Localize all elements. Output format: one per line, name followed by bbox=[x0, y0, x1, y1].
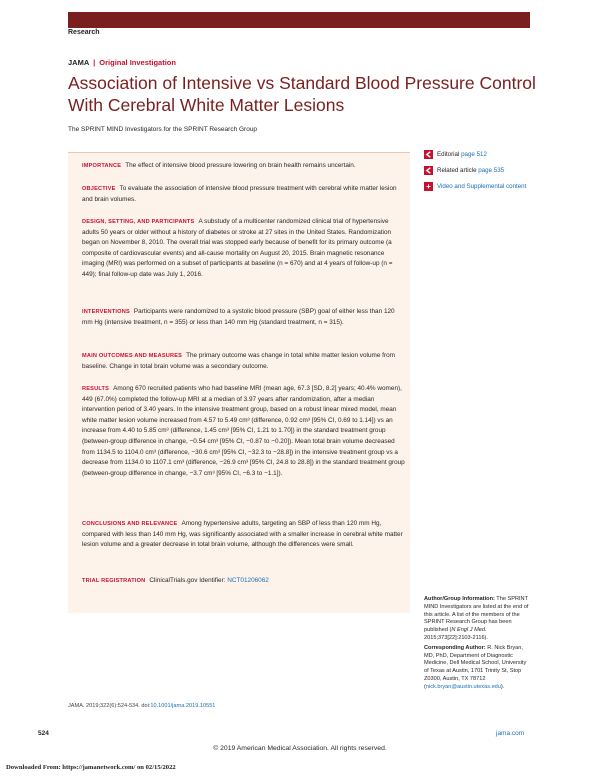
download-notice: Downloaded From: https://jamanetwork.com/ on 02/15/2022 bbox=[6, 764, 176, 771]
group-info-heading: Author/Group Information: bbox=[424, 596, 495, 602]
group-info-ref: . 2015;373[22]:2103-2116). bbox=[424, 627, 488, 641]
editorial-page-link[interactable]: page 512 bbox=[461, 151, 487, 158]
journal-name: JAMA bbox=[68, 58, 89, 67]
video-link-row bbox=[424, 182, 544, 191]
conclusions-heading: CONCLUSIONS AND RELEVANCE bbox=[82, 521, 178, 527]
group-info-text: The SPRINT MIND Investigators are listed at the end of this article. A list of the members of the SPRINT Research Group has been published ( bbox=[424, 596, 529, 634]
citation bbox=[68, 703, 215, 709]
corresponding-heading: Corresponding Author: bbox=[424, 644, 486, 651]
video-supplement-link[interactable]: Video and Supplemental content bbox=[437, 183, 527, 190]
editorial-label: Editorial bbox=[437, 151, 460, 158]
outcomes-heading: MAIN OUTCOMES AND MEASURES bbox=[82, 353, 183, 359]
related-label: Related article bbox=[437, 167, 477, 174]
article-title: Association of Intensive vs Standard Blood Pressure Control With Cerebral White Matter Lesions bbox=[68, 73, 536, 115]
doi-link[interactable]: 10.1001/jama.2019.10551 bbox=[150, 703, 216, 709]
header-bar bbox=[68, 12, 530, 28]
abstract-outcomes bbox=[82, 351, 406, 372]
abstract-trial-registration bbox=[82, 577, 269, 584]
section-label: Research bbox=[68, 29, 100, 36]
corresponding-end: ). bbox=[500, 683, 505, 690]
objective-text: To evaluate the association of intensive blood pressure treatment with cerebral white matter lesion and brain volumes. bbox=[82, 185, 397, 203]
trial-registration-text: ClinicalTrials.gov Identifier: bbox=[149, 577, 226, 584]
journal-separator: | bbox=[93, 58, 96, 67]
arrow-left-icon bbox=[424, 150, 433, 159]
corresponding-author bbox=[424, 645, 532, 692]
plus-icon: + bbox=[424, 182, 433, 191]
abstract-importance bbox=[82, 161, 406, 172]
corresponding-text: R. Nick Bryan, MD, PhD, Department of Diagnostic Medicine, Dell Medical School, University of Texas at Austin, 1701 Trinity St, Stop Z0300, Austin, TX 78712 ( bbox=[424, 644, 527, 690]
corresponding-email[interactable]: nick.bryan@austin.utexas.edu bbox=[425, 683, 501, 690]
editorial-link-row bbox=[424, 150, 544, 159]
interventions-heading: INTERVENTIONS bbox=[82, 309, 130, 315]
results-text: Among 670 recruited patients who had baseline MRI (mean age, 67.3 [SD, 8.2] years; 40.4% women), 449 (67.0%) completed the follow-up MRI at a median of 3.97 years after randomization, after a median intervention period of 3.40 years. In the intensive treatment group, based on a robust linear mixed model, mean white matter lesion volume increased from 4.57 to 5.49 cm³ (difference, 0.92 cm³ [95% CI, 0.69 to 1.14]) vs an increase from 4.40 to 5.85 cm³ (difference, 1.45 cm³ [95% CI, 1.21 to 1.70]) in the standard treatment group (between-group difference in change, −0.54 cm³ [95% CI, −0.87 to −0.20]). Mean total brain volume decreased from 1134.5 to 1104.0 cm³ (difference, −30.6 cm³ [95% CI, −32.3 to −28.8]) in the intensive treatment group vs a decrease from 1134.0 to 1107.1 cm³ (difference, −26.9 cm³ [95% CI, 24.8 to 28.8]) in the standard treatment group (between-group difference in change, −3.7 cm³ [95% CI, −6.3 to −1.1]). bbox=[82, 385, 405, 477]
abstract-interventions bbox=[82, 307, 406, 328]
trial-registration-heading: TRIAL REGISTRATION bbox=[82, 578, 146, 584]
objective-heading: OBJECTIVE bbox=[82, 186, 116, 192]
group-info bbox=[424, 596, 532, 643]
abstract-design bbox=[82, 217, 406, 281]
group-info-journal: N Engl J Med bbox=[451, 627, 485, 634]
abstract-conclusions bbox=[82, 519, 406, 551]
arrow-left-icon bbox=[424, 166, 433, 175]
design-text: A substudy of a multicenter randomized clinical trial of hypertensive adults 50 years or older without a history of diabetes or stroke at 27 sites in the United States. Randomization began on November 8, 2010. The overall trial was stopped early because of benefit for its primary outcome (a composite of cardiovascular events) and all-cause mortality on August 20, 2015. Brain magnetic resonance imaging (MRI) was performed on a subset of participants at baseline (n = 670) and at 4 years of follow-up (n = 449); final follow-up date was July 1, 2016. bbox=[82, 218, 393, 278]
abstract-results bbox=[82, 384, 406, 479]
design-heading: DESIGN, SETTING, AND PARTICIPANTS bbox=[82, 219, 195, 225]
conclusions-text: Among hypertensive adults, targeting an SBP of less than 120 mm Hg, compared with less than 140 mm Hg, was significantly associated with a smaller increase in cerebral white matter lesion volume and a greater decrease in total brain volume, although the differences were small. bbox=[82, 520, 403, 549]
outcomes-text: The primary outcome was change in total white matter lesion volume from baseline. Change in total brain volume was a secondary outcome. bbox=[82, 352, 395, 370]
trial-id-link[interactable]: NCT01206062 bbox=[227, 577, 269, 584]
related-link-row bbox=[424, 166, 544, 175]
abstract-objective bbox=[82, 184, 406, 205]
page-number: 524 bbox=[38, 730, 49, 737]
related-page-link[interactable]: page 535 bbox=[478, 167, 505, 174]
author-line: The SPRINT MIND Investigators for the SPRINT Research Group bbox=[68, 126, 258, 133]
copyright: © 2019 American Medical Association. All rights reserved. bbox=[213, 745, 387, 752]
author-info bbox=[424, 596, 532, 692]
importance-text: The effect of intensive blood pressure lowering on brain health remains uncertain. bbox=[125, 162, 356, 169]
importance-heading: IMPORTANCE bbox=[82, 163, 122, 169]
site-link[interactable]: jama.com bbox=[496, 730, 525, 737]
interventions-text: Participants were randomized to a systolic blood pressure (SBP) goal of either less than 120 mm Hg (intensive treatment, n = 355) or less than 140 mm Hg (standard treatment, n = 315). bbox=[82, 308, 395, 326]
article-type: Original Investigation bbox=[99, 58, 176, 67]
citation-text: JAMA. 2019;322(6):524-534. doi: bbox=[68, 703, 151, 709]
results-heading: RESULTS bbox=[82, 386, 110, 392]
journal-line bbox=[68, 58, 176, 67]
abstract-box bbox=[68, 152, 410, 613]
